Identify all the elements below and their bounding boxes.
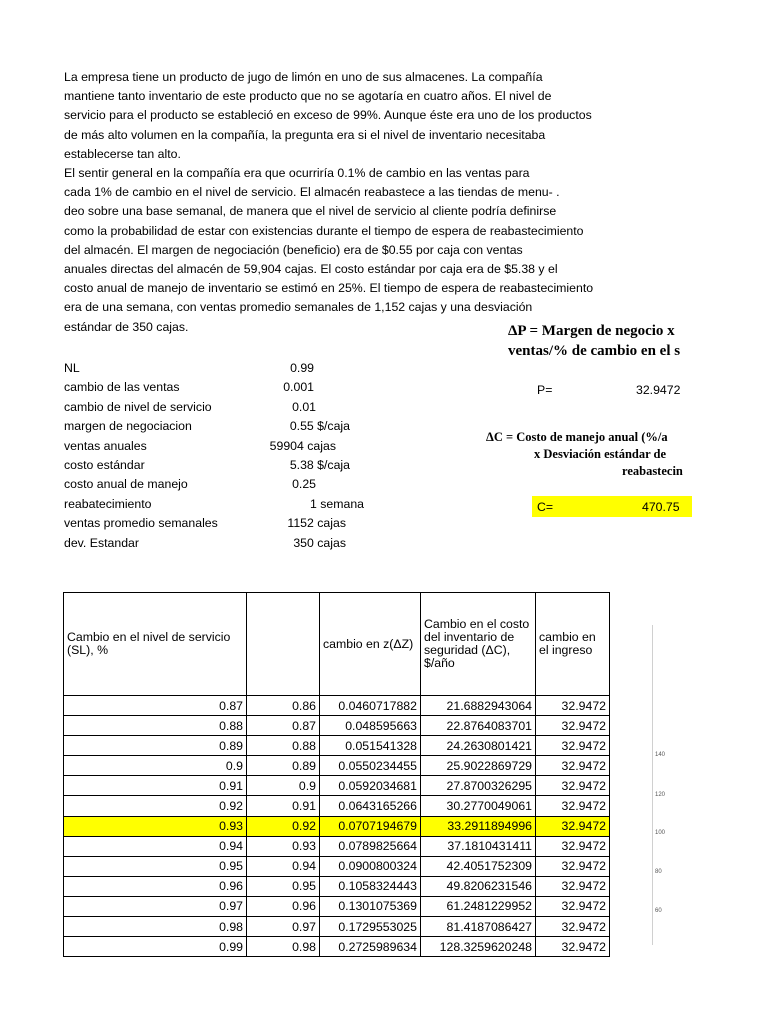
table-row bbox=[64, 917, 610, 937]
table-cell: 0.0592034681 bbox=[320, 776, 421, 796]
table-cell: 0.87 bbox=[64, 696, 247, 716]
table-cell: 0.0707194679 bbox=[320, 816, 421, 836]
parameter-row bbox=[64, 497, 384, 516]
table-cell: 0.051541328 bbox=[320, 736, 421, 756]
table-cell: 24.2630801421 bbox=[421, 736, 536, 756]
table-cell: 0.93 bbox=[247, 836, 320, 856]
table-cell: 0.98 bbox=[64, 917, 247, 937]
table-cell: 32.9472 bbox=[536, 736, 610, 756]
parameter-value: 0.25 bbox=[292, 477, 316, 492]
parameter-value: 0.01 bbox=[292, 399, 316, 414]
table-cell: 61.2481229952 bbox=[421, 896, 536, 916]
header-blank bbox=[247, 593, 320, 696]
parameter-row bbox=[64, 400, 384, 419]
table-row bbox=[64, 856, 610, 876]
table-cell: 32.9472 bbox=[536, 796, 610, 816]
parameter-label: margen de negociacion bbox=[64, 419, 192, 434]
table-row bbox=[64, 796, 610, 816]
chart-tick-label: 140 bbox=[655, 752, 666, 758]
table-cell: 0.91 bbox=[247, 796, 320, 816]
parameter-label: dev. Estandar bbox=[64, 535, 139, 550]
parameter-value: 0.55 $/caja bbox=[289, 419, 350, 434]
table-cell: 0.0643165266 bbox=[320, 796, 421, 816]
table-cell: 0.91 bbox=[64, 776, 247, 796]
table-cell: 42.4051752309 bbox=[421, 856, 536, 876]
table-cell: 49.8206231546 bbox=[421, 876, 536, 896]
header-service-level: Cambio en el nivel de servicio (SL), % bbox=[64, 593, 247, 696]
table-cell: 0.95 bbox=[247, 876, 320, 896]
table-cell: 0.9 bbox=[64, 756, 247, 776]
chart-tick-label: 60 bbox=[655, 908, 662, 914]
parameter-value: 5.38 $/caja bbox=[289, 458, 350, 472]
table-cell: 0.99 bbox=[64, 937, 247, 957]
table-cell: 0.86 bbox=[247, 696, 320, 716]
table-cell: 128.3259620248 bbox=[421, 937, 536, 957]
problem-statement bbox=[64, 68, 624, 337]
parameter-row bbox=[64, 419, 384, 438]
table-cell: 0.89 bbox=[64, 736, 247, 756]
table-cell: 0.98 bbox=[247, 937, 320, 957]
table-cell: 0.048595663 bbox=[320, 716, 421, 736]
formula-line: reabastecin bbox=[622, 464, 683, 478]
paragraph-line: costo anual de manejo de inventario se estimó en 25%. El tiempo de espera de reabastecimiento bbox=[64, 281, 594, 296]
formula-line: ΔP = Margen de negocio x bbox=[508, 323, 675, 339]
service-level-table bbox=[63, 592, 610, 957]
table-cell: 33.2911894996 bbox=[421, 816, 536, 836]
parameter-value: 1152 cajas bbox=[287, 516, 346, 531]
table-cell: 0.87 bbox=[247, 716, 320, 736]
chart-tick-label: 120 bbox=[655, 792, 666, 798]
table-cell: 32.9472 bbox=[536, 756, 610, 776]
parameter-row bbox=[64, 516, 384, 535]
table-cell: 32.9472 bbox=[536, 836, 610, 856]
table-cell: 0.1729553025 bbox=[320, 917, 421, 937]
table-cell: 0.94 bbox=[247, 856, 320, 876]
header-delta-c: Cambio en el costo del inventario de seguridad (ΔC), $/año bbox=[421, 593, 536, 696]
parameter-value: 350 cajas bbox=[293, 535, 346, 550]
paragraph-line: cada 1% de cambio en el nivel de servicio. El almacén reabastece a las tiendas de menu- . bbox=[64, 185, 560, 200]
table-cell: 32.9472 bbox=[536, 716, 610, 736]
table-row bbox=[64, 896, 610, 916]
delta-p-formula bbox=[508, 321, 768, 361]
parameter-label: costo estándar bbox=[64, 458, 145, 472]
parameter-value: 59904 cajas bbox=[269, 438, 336, 453]
table-cell: 21.6882943064 bbox=[421, 696, 536, 716]
parameter-value: 1 semana bbox=[309, 496, 364, 511]
table-row bbox=[64, 776, 610, 796]
parameter-label: costo anual de manejo bbox=[64, 477, 188, 492]
paragraph-line: El sentir general en la compañía era que ocurriría 0.1% de cambio en las ventas para bbox=[64, 166, 530, 181]
table-cell: 0.88 bbox=[247, 736, 320, 756]
paragraph-line: era de una semana, con ventas promedio semanales de 1,152 cajas y una desviación bbox=[64, 300, 533, 315]
paragraph-line: anuales directas del almacén de 59,904 cajas. El costo estándar por caja era de $5.38 y el bbox=[64, 262, 558, 277]
delta-c-formula bbox=[486, 429, 768, 480]
parameter-row bbox=[64, 477, 384, 496]
table-row bbox=[64, 816, 610, 836]
table-cell: 0.94 bbox=[64, 836, 247, 856]
table-cell: 0.1058324443 bbox=[320, 876, 421, 896]
table-header-row bbox=[64, 593, 610, 696]
table-cell: 27.8700326295 bbox=[421, 776, 536, 796]
chart-tick-label: 80 bbox=[655, 869, 662, 875]
table-cell: 0.97 bbox=[247, 917, 320, 937]
paragraph-line: establecerse tan alto. bbox=[64, 146, 181, 161]
table-row bbox=[64, 937, 610, 957]
paragraph-line: La empresa tiene un producto de jugo de limón en uno de sus almacenes. La compañía bbox=[64, 70, 543, 84]
table-cell: 81.4187086427 bbox=[421, 917, 536, 937]
paragraph-line: deo sobre una base semanal, de manera que el nivel de servicio al cliente podría definirse bbox=[64, 204, 557, 219]
table-cell: 0.0789825664 bbox=[320, 836, 421, 856]
parameter-label: NL bbox=[64, 361, 80, 375]
table-cell: 0.0460717882 bbox=[320, 696, 421, 716]
table-cell: 32.9472 bbox=[536, 896, 610, 916]
p-label: P= bbox=[537, 383, 553, 397]
table-row bbox=[64, 736, 610, 756]
c-label: C= bbox=[537, 500, 554, 514]
parameter-value: 0.99 bbox=[290, 361, 314, 375]
table-cell: 0.2725989634 bbox=[320, 937, 421, 957]
table-row bbox=[64, 836, 610, 856]
table-cell: 0.96 bbox=[247, 896, 320, 916]
header-revenue-change: cambio en el ingreso bbox=[536, 593, 610, 696]
parameter-label: ventas promedio semanales bbox=[64, 516, 218, 531]
table-row bbox=[64, 756, 610, 776]
table-cell: 0.97 bbox=[64, 896, 247, 916]
table-cell: 32.9472 bbox=[536, 856, 610, 876]
header-delta-z: cambio en z(ΔZ) bbox=[320, 593, 421, 696]
parameter-value: 0.001 bbox=[283, 380, 314, 395]
parameter-label: cambio de nivel de servicio bbox=[64, 399, 212, 414]
c-value: 470.75 bbox=[642, 500, 680, 514]
parameter-row bbox=[64, 361, 384, 380]
table-cell: 32.9472 bbox=[536, 696, 610, 716]
formula-line: ΔC = Costo de manejo anual (%/a bbox=[486, 430, 668, 444]
table-cell: 0.92 bbox=[247, 816, 320, 836]
parameter-row bbox=[64, 439, 384, 458]
table-cell: 0.0550234455 bbox=[320, 756, 421, 776]
formula-line: x Desviación estándar de bbox=[534, 447, 667, 461]
table-cell: 0.92 bbox=[64, 796, 247, 816]
table-cell: 0.88 bbox=[64, 716, 247, 736]
paragraph-line: mantiene tanto inventario de este producto que no se agotaría en cuatro años. El nivel de bbox=[64, 89, 552, 104]
paragraph-line: estándar de 350 cajas. bbox=[64, 319, 189, 334]
table-cell: 22.8764083701 bbox=[421, 716, 536, 736]
parameter-label: ventas anuales bbox=[64, 438, 147, 453]
parameter-row bbox=[64, 536, 384, 555]
paragraph-line: del almacén. El margen de negociación (beneficio) era de $0.55 por caja con ventas bbox=[64, 242, 523, 257]
table-cell: 37.1810431411 bbox=[421, 836, 536, 856]
p-value: 32.9472 bbox=[636, 383, 681, 397]
table-row bbox=[64, 696, 610, 716]
table-cell: 25.9022869729 bbox=[421, 756, 536, 776]
table-cell: 32.9472 bbox=[536, 937, 610, 957]
table-cell: 30.2770049061 bbox=[421, 796, 536, 816]
parameter-row bbox=[64, 458, 384, 477]
paragraph-line: como la probabilidad de estar con existencias durante el tiempo de espera de reabastecimiento bbox=[64, 223, 584, 238]
paragraph-line: servicio para el producto se estableció en exceso de 99%. Aunque éste era uno de los productos bbox=[64, 108, 592, 123]
table-cell: 0.95 bbox=[64, 856, 247, 876]
parameter-row bbox=[64, 380, 384, 399]
paragraph-line: de más alto volumen en la compañía, la pregunta era si el nivel de inventario necesitaba bbox=[64, 127, 546, 142]
table-cell: 0.93 bbox=[64, 816, 247, 836]
table-cell: 0.0900800324 bbox=[320, 856, 421, 876]
chart-fragment bbox=[652, 625, 683, 945]
table-cell: 32.9472 bbox=[536, 816, 610, 836]
chart-tick-label: 100 bbox=[655, 830, 666, 836]
parameter-label: reabatecimiento bbox=[64, 496, 152, 511]
table-row bbox=[64, 716, 610, 736]
table-cell: 32.9472 bbox=[536, 876, 610, 896]
table-row bbox=[64, 876, 610, 896]
table-cell: 0.96 bbox=[64, 876, 247, 896]
table-cell: 32.9472 bbox=[536, 917, 610, 937]
table-cell: 0.9 bbox=[247, 776, 320, 796]
parameter-label: cambio de las ventas bbox=[64, 380, 180, 395]
formula-line: ventas/% de cambio en el s bbox=[508, 343, 681, 359]
table-cell: 0.1301075369 bbox=[320, 896, 421, 916]
table-cell: 0.89 bbox=[247, 756, 320, 776]
table-cell: 32.9472 bbox=[536, 776, 610, 796]
